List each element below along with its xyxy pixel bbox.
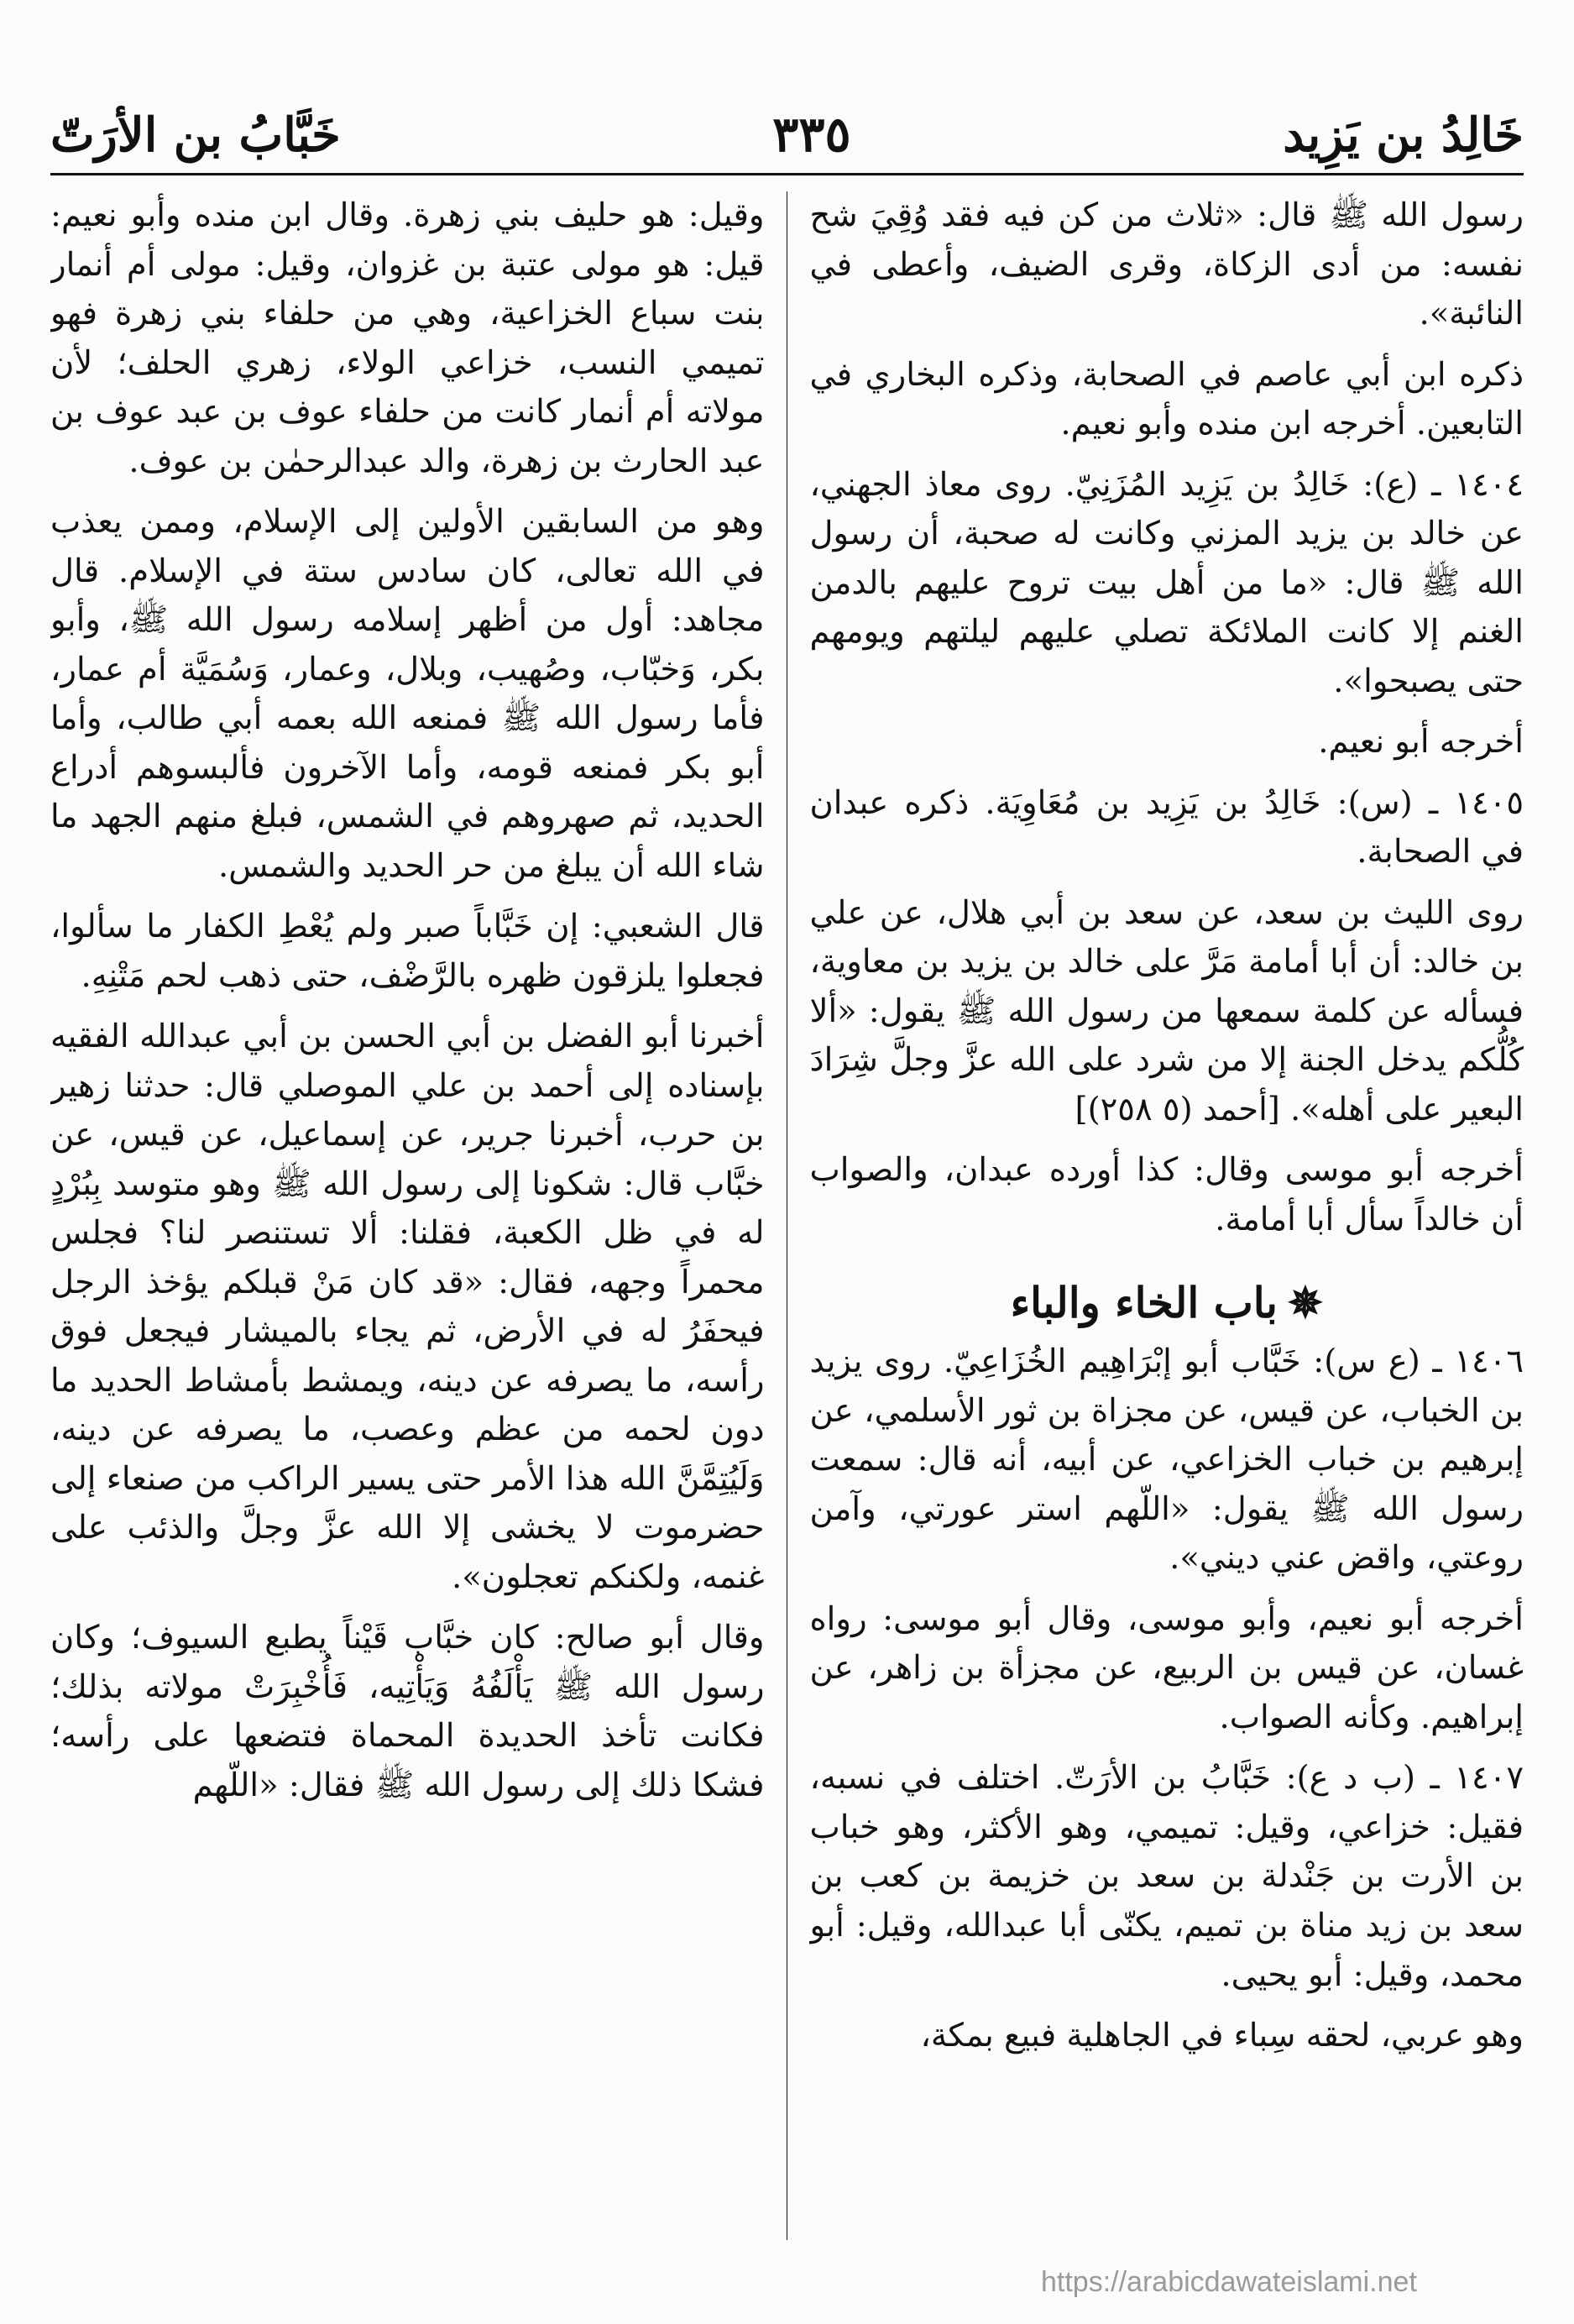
paragraph: ١٤٠٥ ـ (س): خَالِدُ بن يَزِيد بن مُعَاوِيَة. ذكره عبدان في الصحابة.: [809, 783, 1524, 872]
text-columns: [50, 191, 1524, 2240]
section-title-text: باب الخاء والباء: [1010, 1278, 1278, 1328]
paragraph: ١٤٠٦ ـ (ع س): خَبَّاب أبو إبْرَاهِيم الخُزَاعِيّ. روى يزيد بن الخباب، عن قيس، عن مجزاة بن ثور الأسلمي، عن إبرهيم بن خباب الخزاعي، عن أبيه، أنه قال: سمعت رسول الله ﷺ يقول: «اللّهم استر عورتي، وآمن روعتي، واقض عني ديني».: [809, 1343, 1524, 1578]
paragraph: روى الليث بن سعد، عن سعد بن أبي هلال، عن علي بن خالد: أن أبا أمامة مَرَّ على خالد بن يزيد بن معاوية، فسأله عن كلمة سمعها من رسول الله ﷺ يقول: «ألا كُلُّكم يدخل الجنة إلا من شرد على الله عزَّ وجلَّ شِرَادَ البعير على أهله». [أحمد (٥ ٢٥٨)]: [809, 893, 1524, 1128]
column-divider: [787, 191, 788, 2240]
header-right-title: خَالِدُ بن يَزِيد: [1283, 107, 1524, 163]
paragraph: أخبرنا أبو الفضل بن أبي الحسن بن أبي عبدالله الفقيه بإسناده إلى أحمد بن علي الموصلي قال: حدثنا زهير بن حرب، أخبرنا جرير، عن إسماعيل، عن قيس، عن خبَّاب قال: شكونا إلى رسول الله ﷺ وهو متوسد بِبُرْدٍ له في ظل الكعبة، فقلنا: ألا تستنصر لنا؟ فجلس محمراً وجهه، فقال: «قد كان مَنْ قبلكم يؤخذ الرجل فيحفَرُ له في الأرض، ثم يجاء بالميشار فيجعل فوق رأسه، ما يصرفه عن دينه، ويمشط بأمشاط الحديد ما دون لحمه من عظم وعصب، ما يصرفه عن دينه، وَلَيُتِمَّنَّ الله هذا الأمر حتى يسير الراكب من صنعاء إلى حضرموت لا يخشى إلا الله عزَّ وجلَّ والذئب على غنمه، ولكنكم تعجلون».: [50, 1018, 765, 1596]
paragraph: أخرجه أبو موسى وقال: كذا أورده عبدان، والصواب أن خالداً سأل أبا أمامة.: [809, 1151, 1524, 1238]
section-title: [809, 1278, 1524, 1327]
paragraph: قال الشعبي: إن خَبَّاباً صبر ولم يُعْطِ الكفار ما سألوا، فجعلوا يلزقون ظهره بالرَّضْف، حتى ذهب لحم مَتْنِهِ.: [50, 908, 765, 995]
paragraph: وقيل: هو حليف بني زهرة. وقال ابن منده وأبو نعيم: قيل: هو مولى عتبة بن غزوان، وقيل: مولى أم أنمار بنت سباع الخزاعية، وهي من حلفاء بني زهرة فهو تميمي النسب، خزاعي الولاء، زهري الحلف؛ لأن مولاته أم أنمار كانت من حلفاء عوف بن عبد عوف بن عبد الحارث بن زهرة، والد عبدالرحمٰن بن عوف.: [50, 196, 765, 480]
left-column: [50, 191, 765, 2240]
paragraph: ذكره ابن أبي عاصم في الصحابة، وذكره البخاري في التابعين. أخرجه ابن منده وأبو نعيم.: [809, 355, 1524, 443]
header-left-title: خَبَّابُ بن الأرَتّ: [50, 107, 341, 163]
paragraph: أخرجه أبو نعيم.: [1318, 723, 1524, 762]
paragraph: وهو من السابقين الأولين إلى الإسلام، وممن يعذب في الله تعالى، كان سادس ستة في الإسلام. قال مجاهد: أول من أظهر إسلامه رسول الله ﷺ، وأبو بكر، وَخبّاب، وصُهيب، وبلال، وعمار، وَسُمَيَّة أم عمار، فأما رسول الله ﷺ فمنعه الله بعمه أبي طالب، وأما أبو بكر فمنعه قومه، وأما الآخرون فألبسوهم أدراع الحديد، ثم صهروهم في الشمس، فبلغ منهم الجهد ما شاء الله أن يبلغ من حر الحديد والشمس.: [50, 503, 765, 885]
paragraph: ١٤٠٧ ـ (ب د ع): خَبَّابُ بن الأرَتّ. اختلف في نسبه، فقيل: خزاعي، وقيل: تميمي، وهو الأكثر، وهو خباب بن الأرت بن جَنْدلة بن سعد بن خزيمة بن كعب بن سعد بن زيد مناة بن تميم، يكنّى أبا عبدالله، وقيل: أبو محمد، وقيل: أبو يحيى.: [809, 1759, 1524, 1994]
paragraph: ١٤٠٤ ـ (ع): خَالِدُ بن يَزِيد المُزَنِيّ. روى معاذ الجهني، عن خالد بن يزيد المزني وكانت له صحبة، أن رسول الله ﷺ قال: «ما من أهل بيت تروح عليهم بالدمن الغنم إلا كانت الملائكة تصلي عليهم ليلتهم ويومهم حتى يصبحوا».: [809, 465, 1524, 700]
watermark: https://arabicdawateislami.net: [1041, 2266, 1417, 2298]
right-column: [809, 191, 1524, 2240]
star-ornament-icon: ✵: [1287, 1278, 1323, 1328]
paragraph: رسول الله ﷺ قال: «ثلاث من كن فيه فقد وُقِيَ شح نفسه: من أدى الزكاة، وقرى الضيف، وأعطى في النائبة».: [809, 196, 1524, 333]
paragraph: وقال أبو صالح: كان خبَّاب قَيْناً يطبع السيوف؛ وكان رسول الله ﷺ يَأْلَفُهُ وَيَأْتِيه، فَأُخْبِرَتْ مولاته بذلك؛ فكانت تأخذ الحديدة المحماة فتضعها على رأسه؛ فشكا ذلك إلى رسول الله ﷺ فقال: «اللّهم: [50, 1619, 765, 1804]
page-number: ٣٣٥: [772, 106, 851, 163]
paragraph: أخرجه أبو نعيم، وأبو موسى، وقال أبو موسى: رواه غسان، عن قيس بن الربيع، عن مجزأة بن زاهر، عن إبراهيم. وكأنه الصواب.: [809, 1599, 1524, 1736]
paragraph: وهو عربي، لحقه سِباء في الجاهلية فبيع بمكة،: [920, 2017, 1524, 2055]
running-header: [50, 81, 1524, 175]
